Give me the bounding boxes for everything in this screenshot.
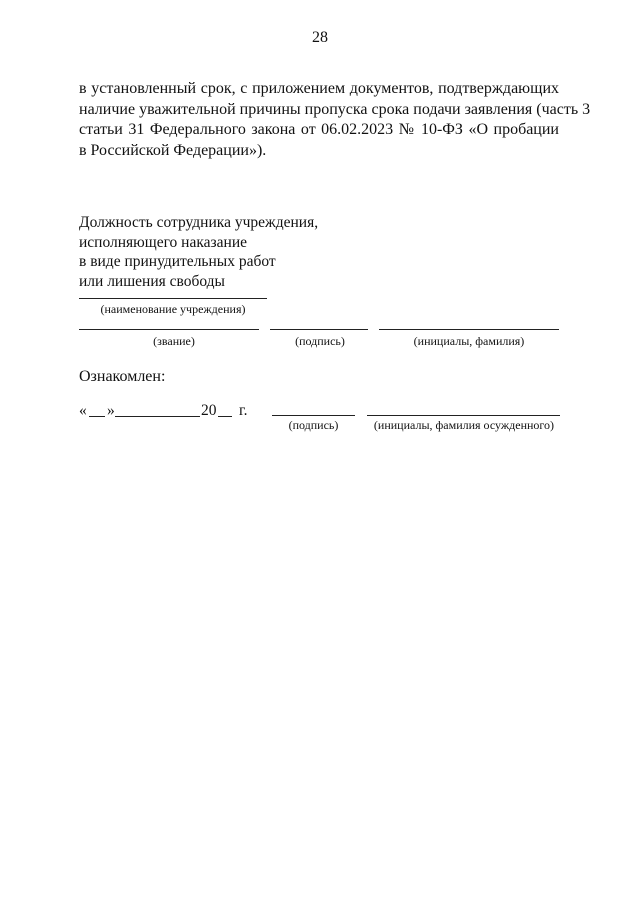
institution-name-line bbox=[79, 298, 267, 299]
year-suffix: г. bbox=[239, 402, 248, 419]
rank-caption: (звание) bbox=[153, 334, 195, 348]
paragraph-line: в установленный срок, с приложением документов, подтверждающих bbox=[79, 80, 559, 97]
paragraph-line: статьи 31 Федерального закона от 06.02.2023 № 10-ФЗ «О пробации bbox=[79, 121, 559, 138]
acknowledged-label: Ознакомлен: bbox=[79, 368, 166, 385]
paragraph-line: в Российской Федерации»). bbox=[79, 141, 267, 159]
convict-signature-line bbox=[272, 415, 355, 416]
initials-line bbox=[379, 329, 559, 330]
institution-caption: (наименование учреждения) bbox=[100, 302, 246, 316]
paragraph-line: наличие уважительной причины пропуска срока подачи заявления (часть 3 bbox=[79, 100, 591, 118]
initials-caption: (инициалы, фамилия) bbox=[413, 334, 525, 348]
body-paragraph bbox=[79, 79, 591, 161]
date-open-quote: « bbox=[79, 402, 87, 419]
position-line: исполняющего наказание bbox=[79, 233, 247, 251]
official-position-block bbox=[79, 213, 318, 291]
position-line: Должность сотрудника учреждения, bbox=[79, 214, 319, 231]
position-line: или лишения свободы bbox=[79, 272, 225, 290]
date-close-quote: » bbox=[107, 402, 115, 419]
year-prefix: 20 bbox=[201, 402, 217, 419]
day-blank bbox=[89, 416, 105, 417]
convict-initials-line bbox=[367, 415, 560, 416]
year-blank bbox=[218, 416, 232, 417]
signature-caption: (подпись) bbox=[295, 334, 345, 348]
convict-signature-caption: (подпись) bbox=[288, 418, 339, 432]
page-number: 28 bbox=[312, 29, 328, 46]
rank-line bbox=[79, 329, 259, 330]
month-blank bbox=[115, 416, 200, 417]
signature-line bbox=[270, 329, 368, 330]
convict-initials-caption: (инициалы, фамилия осужденного) bbox=[373, 418, 555, 432]
position-line: в виде принудительных работ bbox=[79, 253, 276, 270]
